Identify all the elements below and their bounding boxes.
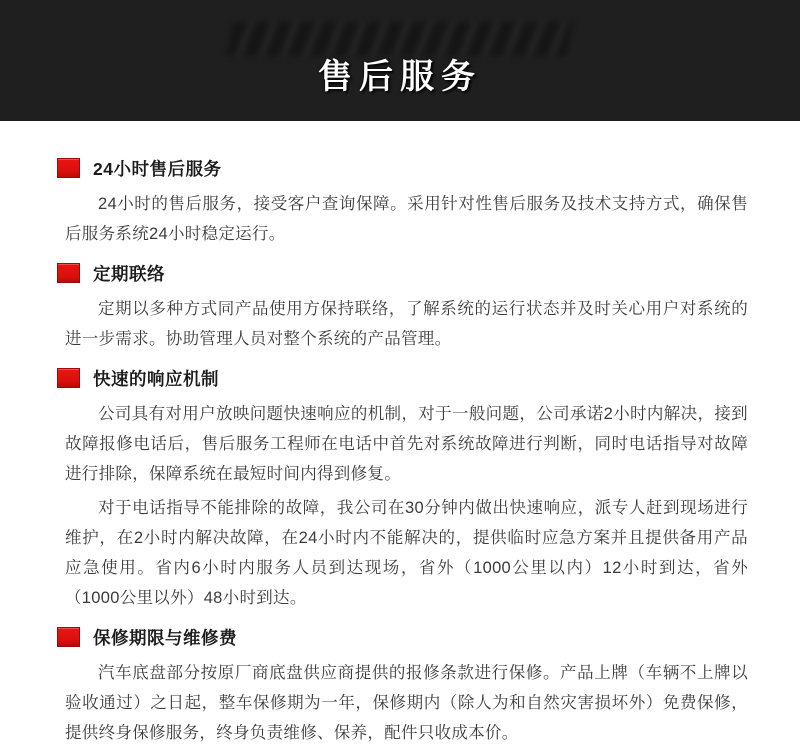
section-heading: [57, 262, 748, 284]
red-square-bullet-icon: [57, 627, 80, 647]
section-paragraph: 24小时的售后服务，接受客户查询保障。采用针对性售后服务及技术支持方式，确保售后服务系统24小时稳定运行。: [65, 195, 748, 243]
section-body: [65, 189, 748, 249]
section-24h-service: [57, 157, 748, 249]
page-header-banner: [0, 0, 800, 121]
section-paragraph: 公司具有对用户放映问题快速响应的机制，对于一般问题，公司承诺2小时内解决，接到故障报修电话后，售后服务工程师在电话中首先对系统故障进行判断，同时电话指导对故障进行排除，保障系统在最短时间内得到修复。: [65, 405, 748, 483]
section-title: 保修期限与维修费: [93, 627, 237, 648]
section-heading: [57, 157, 748, 179]
red-square-bullet-icon: [57, 158, 80, 178]
service-sections: [0, 121, 800, 748]
red-square-bullet-icon: [57, 263, 80, 283]
section-paragraph: 对于电话指导不能排除的故障，我公司在30分钟内做出快速响应，派专人赶到现场进行维护，在2小时内解决故障，在24小时内不能解决的，提供临时应急方案并且提供备用产品应急使用。省内6小时内服务人员到达现场，省外（1000公里以内）12小时到达，省外（1000公里以外）48小时到达。: [65, 499, 748, 607]
section-heading: [57, 367, 748, 389]
section-paragraph: 定期以多种方式同产品使用方保持联络，了解系统的运行状态并及时关心用户对系统的进一步需求。协助管理人员对整个系统的产品管理。: [65, 300, 748, 348]
section-body: [65, 294, 748, 354]
section-paragraph: 汽车底盘部分按原厂商底盘供应商提供的报修条款进行保修。产品上牌（车辆不上牌以验收通过）之日起，整车保修期为一年，保修期内（除人为和自然灾害损坏外）免费保修，提供终身保修服务，终身负责维修、保养，配件只收成本价。: [65, 664, 748, 742]
section-regular-contact: [57, 262, 748, 354]
section-warranty-fees: [57, 626, 748, 748]
red-square-bullet-icon: [57, 368, 80, 388]
section-heading: [57, 626, 748, 648]
section-title: 24小时售后服务: [93, 158, 222, 179]
section-body: [65, 658, 748, 748]
page-title: 售后服务: [318, 58, 482, 96]
section-title: 快速的响应机制: [93, 368, 219, 389]
section-body: [65, 399, 748, 613]
section-rapid-response: [57, 367, 748, 613]
section-title: 定期联络: [93, 263, 165, 284]
